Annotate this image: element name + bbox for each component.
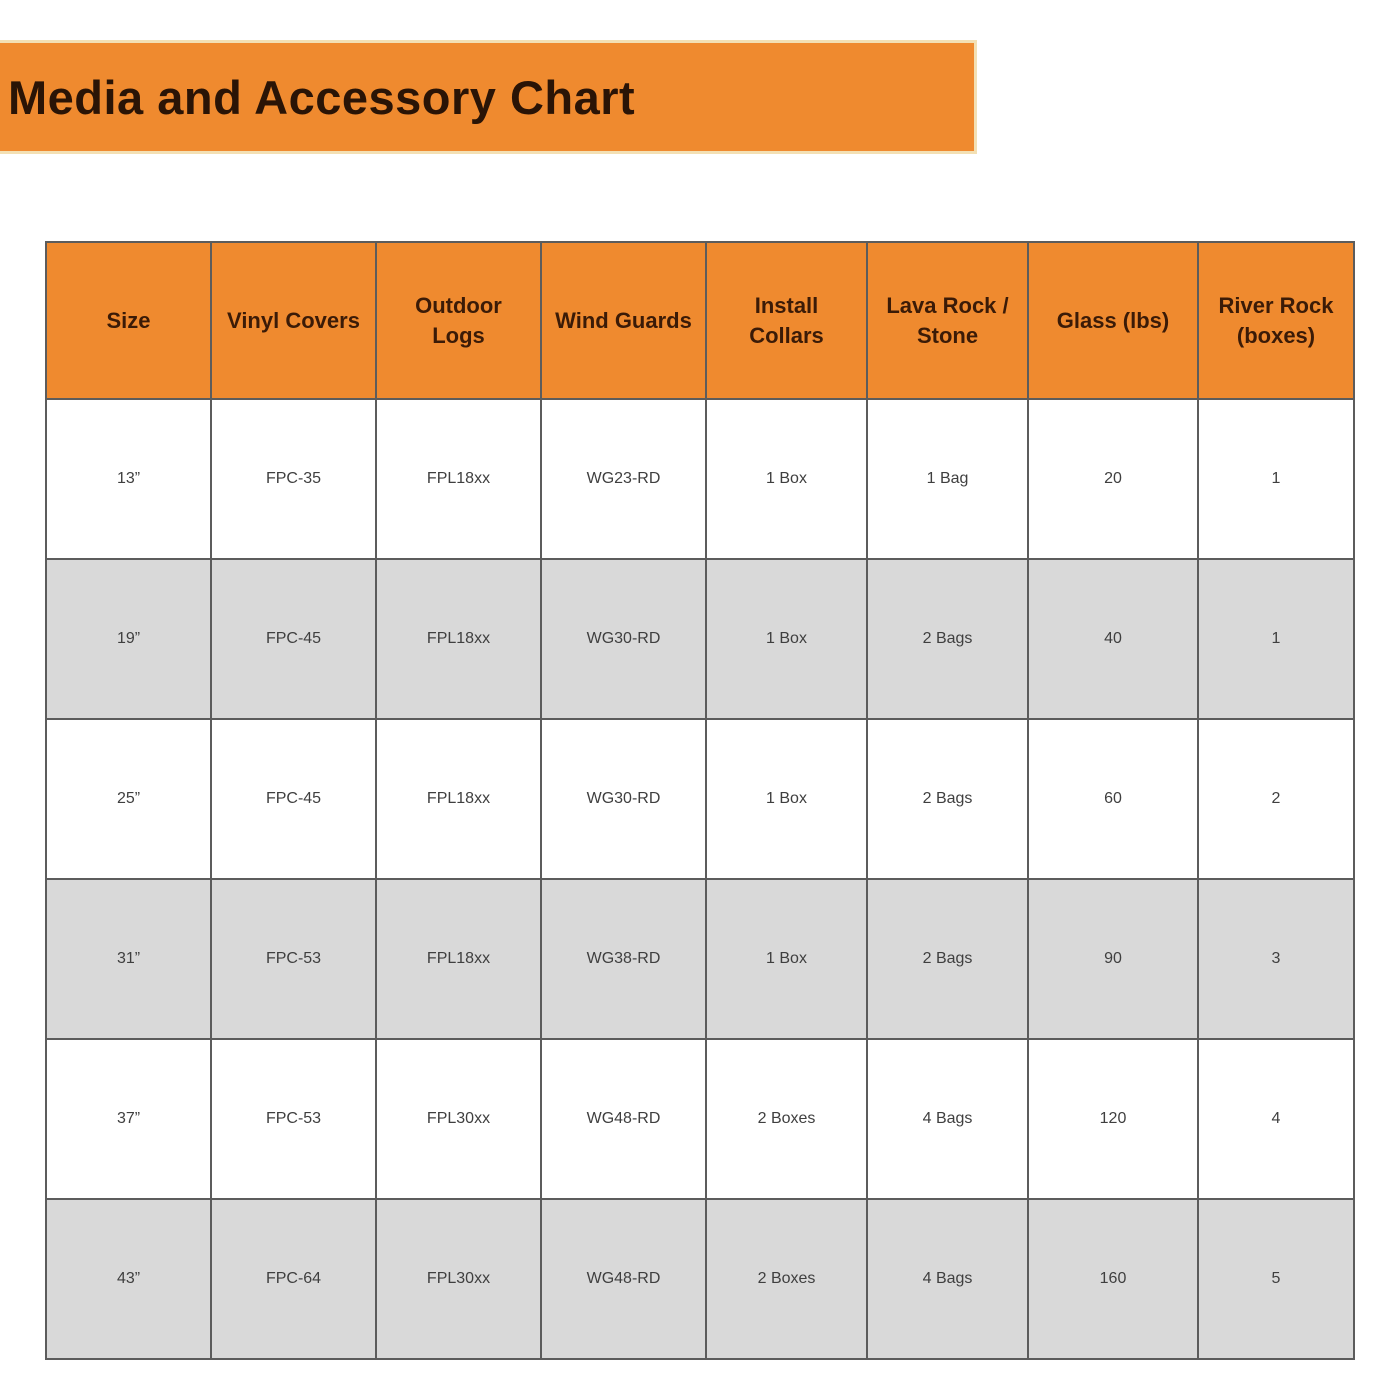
cell-glass-lbs: 20 [1028, 399, 1198, 559]
cell-outdoor-logs: FPL18xx [376, 719, 541, 879]
cell-lava-rock-stone: 4 Bags [867, 1199, 1028, 1359]
cell-river-rock-boxes: 1 [1198, 399, 1354, 559]
cell-size: 25” [46, 719, 211, 879]
cell-river-rock-boxes: 2 [1198, 719, 1354, 879]
table-row [46, 1039, 1354, 1199]
cell-river-rock-boxes: 4 [1198, 1039, 1354, 1199]
cell-install-collars: 1 Box [706, 879, 867, 1039]
cell-size: 43” [46, 1199, 211, 1359]
table-row [46, 559, 1354, 719]
cell-vinyl-covers: FPC-64 [211, 1199, 376, 1359]
table-row [46, 1199, 1354, 1359]
title-banner [0, 40, 977, 154]
cell-install-collars: 1 Box [706, 559, 867, 719]
column-header-size: Size [46, 242, 211, 399]
cell-wind-guards: WG30-RD [541, 559, 706, 719]
cell-outdoor-logs: FPL30xx [376, 1199, 541, 1359]
cell-install-collars: 1 Box [706, 399, 867, 559]
cell-install-collars: 2 Boxes [706, 1199, 867, 1359]
cell-outdoor-logs: FPL30xx [376, 1039, 541, 1199]
table-header [46, 242, 1354, 399]
table-row [46, 399, 1354, 559]
cell-glass-lbs: 60 [1028, 719, 1198, 879]
cell-river-rock-boxes: 1 [1198, 559, 1354, 719]
cell-glass-lbs: 90 [1028, 879, 1198, 1039]
column-header-vinyl-covers: Vinyl Covers [211, 242, 376, 399]
cell-size: 19” [46, 559, 211, 719]
cell-lava-rock-stone: 1 Bag [867, 399, 1028, 559]
cell-wind-guards: WG30-RD [541, 719, 706, 879]
column-header-outdoor-logs: Outdoor Logs [376, 242, 541, 399]
cell-vinyl-covers: FPC-53 [211, 1039, 376, 1199]
cell-glass-lbs: 120 [1028, 1039, 1198, 1199]
cell-install-collars: 2 Boxes [706, 1039, 867, 1199]
cell-lava-rock-stone: 2 Bags [867, 559, 1028, 719]
cell-wind-guards: WG48-RD [541, 1199, 706, 1359]
column-header-glass-lbs: Glass (lbs) [1028, 242, 1198, 399]
cell-size: 13” [46, 399, 211, 559]
column-header-install-collars: Install Collars [706, 242, 867, 399]
cell-install-collars: 1 Box [706, 719, 867, 879]
cell-outdoor-logs: FPL18xx [376, 879, 541, 1039]
media-accessory-table [45, 241, 1355, 1360]
cell-river-rock-boxes: 3 [1198, 879, 1354, 1039]
cell-vinyl-covers: FPC-45 [211, 719, 376, 879]
cell-wind-guards: WG23-RD [541, 399, 706, 559]
table-header-row [46, 242, 1354, 399]
cell-vinyl-covers: FPC-45 [211, 559, 376, 719]
cell-wind-guards: WG38-RD [541, 879, 706, 1039]
cell-size: 37” [46, 1039, 211, 1199]
column-header-wind-guards: Wind Guards [541, 242, 706, 399]
cell-vinyl-covers: FPC-53 [211, 879, 376, 1039]
cell-lava-rock-stone: 2 Bags [867, 879, 1028, 1039]
cell-outdoor-logs: FPL18xx [376, 399, 541, 559]
cell-size: 31” [46, 879, 211, 1039]
cell-lava-rock-stone: 2 Bags [867, 719, 1028, 879]
column-header-lava-rock-stone: Lava Rock / Stone [867, 242, 1028, 399]
page-title: Media and Accessory Chart [8, 70, 636, 124]
cell-glass-lbs: 40 [1028, 559, 1198, 719]
table-body [46, 399, 1354, 1359]
cell-river-rock-boxes: 5 [1198, 1199, 1354, 1359]
column-header-river-rock-boxes: River Rock (boxes) [1198, 242, 1354, 399]
cell-lava-rock-stone: 4 Bags [867, 1039, 1028, 1199]
table-row [46, 719, 1354, 879]
cell-outdoor-logs: FPL18xx [376, 559, 541, 719]
cell-glass-lbs: 160 [1028, 1199, 1198, 1359]
cell-wind-guards: WG48-RD [541, 1039, 706, 1199]
cell-vinyl-covers: FPC-35 [211, 399, 376, 559]
table-row [46, 879, 1354, 1039]
